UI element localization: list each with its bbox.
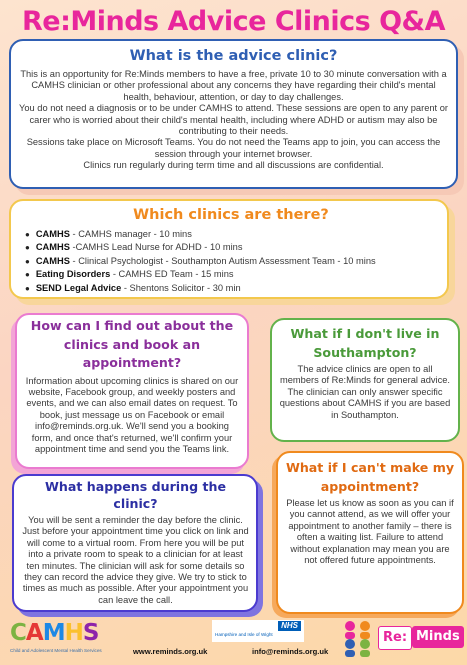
- clinic-name: CAMHS: [35, 242, 70, 253]
- advice-clinic-paragraph-3: Sessions take place on Microsoft Teams. You do not need the Teams app to join, you can access the session through your internet browser.: [26, 137, 441, 159]
- not-southampton-panel: [270, 318, 460, 442]
- during-clinic-body: You will be sent a reminder the day before the clinic. Just before your appointment time you click on link and will come to a virtual room. From here you will be put into a private room to speak to a clinician for at least ten minutes. The clinician will ask for some details so they can record the advice they give. We try to stick to times as much as possible. After your appointment you can leave the call.: [22, 515, 249, 605]
- camhs-logo-text: CAMHS: [10, 620, 99, 646]
- during-clinic-heading: What happens during the clinic?: [44, 479, 227, 511]
- advice-clinic-heading: What is the advice clinic?: [129, 48, 338, 64]
- clinic-detail: - CAMHS ED Team - 15 mins: [110, 269, 234, 280]
- people-icon: [340, 618, 376, 658]
- clinic-name: Eating Disorders: [35, 269, 111, 280]
- clinic-detail: -CAMHS Lead Nurse for ADHD - 10 mins: [69, 242, 243, 253]
- not-southampton-body: The advice clinics are open to all members of Re:Minds for general advice. The clinician can only answer specific questions about CAMHS if you are based in Southampton.: [279, 364, 451, 420]
- clinics-list: [25, 228, 437, 295]
- find-out-panel: [15, 313, 249, 469]
- list-item: [25, 255, 437, 268]
- advice-clinic-paragraph-4: Clinics run regularly during term time and all discussions are confidential.: [83, 160, 384, 171]
- find-out-body: Information about upcoming clinics is shared on our website, Facebook group, and weekly posters and events, and we can also email dates on request. To book, just message us on Facebook or email info@reminds.org.uk. We'll send you a booking form, and once that's returned, we'll confirm your appointment time and send you the Teams link.: [25, 375, 239, 454]
- not-southampton-heading: What if I don't live in Southampton?: [290, 326, 440, 360]
- camhs-logo: [10, 620, 102, 662]
- clinic-name: CAMHS: [35, 255, 70, 266]
- reminds-logo: [338, 616, 462, 662]
- advice-clinic-panel: [9, 39, 458, 189]
- cant-make-heading: What if I can't make my appointment?: [285, 460, 455, 494]
- clinic-name: SEND Legal Advice: [35, 282, 122, 293]
- clinic-detail: - Shentons Solicitor - 30 min: [121, 282, 241, 293]
- clinic-detail: - Clinical Psychologist - Southampton Autism Assessment Team - 10 mins: [69, 255, 376, 266]
- bullet-icon: ●: [25, 283, 30, 293]
- page-title: Re:Minds Advice Clinics Q&A: [21, 6, 445, 37]
- advice-clinic-paragraph-1: This is an opportunity for Re:Minds members to have a free, private 10 to 30 minute conversation with a CAMHS clinician or other professional about any concerns they have regarding their child's mental health, behaviour, attention, or day to day challenges.: [20, 69, 447, 102]
- camhs-tagline: Child and Adolescent Mental Health Services: [10, 648, 102, 653]
- bullet-icon: ●: [25, 270, 30, 280]
- cant-make-panel: [276, 451, 464, 614]
- reminds-logo-left: Re:: [378, 626, 412, 650]
- find-out-heading: How can I find out about the clinics and book an appointment?: [30, 318, 234, 370]
- clinics-heading: Which clinics are there?: [133, 207, 329, 223]
- reminds-logo-right: Minds: [412, 626, 464, 648]
- list-item: [25, 228, 437, 241]
- nhs-badge: NHS: [278, 621, 301, 631]
- list-item: [25, 282, 437, 295]
- email-link[interactable]: info@reminds.org.uk: [252, 647, 329, 656]
- nhs-trust-name: Hampshire and Isle of Wight: [215, 632, 273, 637]
- bullet-icon: ●: [25, 243, 30, 253]
- list-item: [25, 268, 437, 281]
- during-clinic-panel: [12, 474, 258, 612]
- advice-clinic-paragraph-2: You do not need a diagnosis or to be under CAMHS to attend. These sessions are open to any parent or carer who is worried about their child's mental health, including where ADHD or autism may also be contributing to their needs.: [19, 103, 448, 137]
- nhs-logo: [212, 620, 304, 642]
- bullet-icon: ●: [25, 230, 30, 239]
- clinic-name: CAMHS: [35, 229, 70, 239]
- list-item: [25, 241, 437, 254]
- bullet-icon: ●: [25, 256, 30, 266]
- cant-make-body: Please let us know as soon as you can if you cannot attend, as we will offer your appointment to another family – there is often a waiting list. Failure to attend without explanation may mean you are not offered future appointments.: [286, 498, 454, 566]
- website-link[interactable]: www.reminds.org.uk: [133, 647, 208, 656]
- clinic-detail: - CAMHS manager - 10 mins: [69, 229, 192, 239]
- clinics-panel: [9, 199, 449, 299]
